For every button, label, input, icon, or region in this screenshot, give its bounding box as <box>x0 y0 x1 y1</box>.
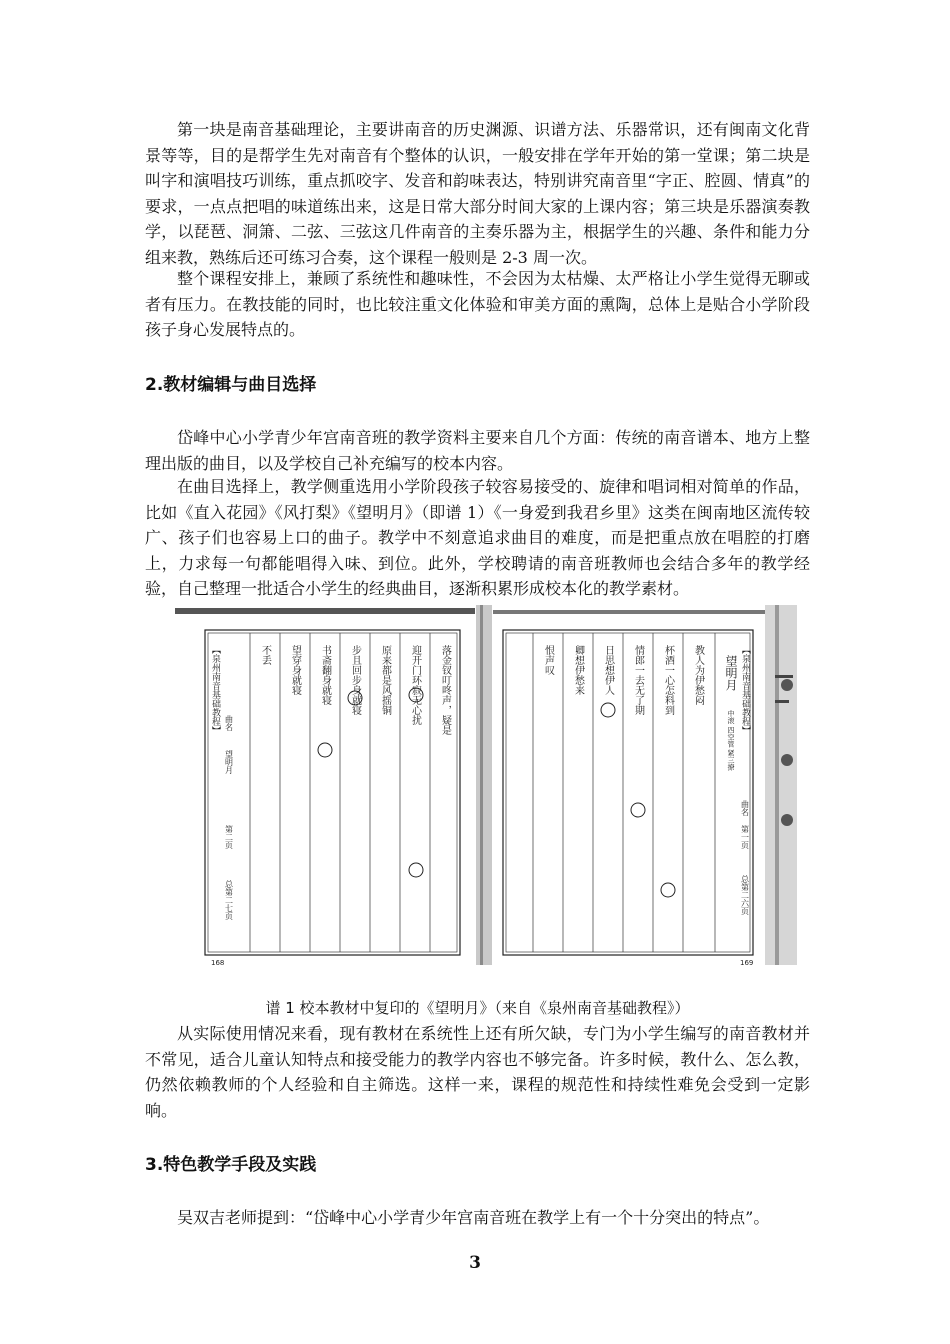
score-column: 步且回步身就寝 <box>349 645 361 715</box>
score-column: 落金钗叮咚声，疑是 <box>439 645 451 735</box>
section-heading-materials: 2.教材编辑与曲目选择 <box>145 375 317 395</box>
right-page-number: 169 <box>740 959 754 967</box>
score-column: 卿想伊愁来 <box>572 645 584 695</box>
left-page-total-label: 总第二七页 <box>224 880 234 920</box>
paragraph-course-summary: 整个课程安排上，兼顾了系统性和趣味性，不会因为太枯燥、太严格让小学生觉得无聊或者有压力。在教技能的同时，也比较注重文化体验和审美方面的熏陶，总体上是贴合小学阶段孩子身心发展特点的。 <box>145 269 810 339</box>
right-page-song-label: 曲名 <box>740 800 750 816</box>
section-heading-teaching-methods: 3.特色教学手段及实践 <box>145 1155 317 1175</box>
score-column: 杯酒一心怎料到 <box>662 645 674 715</box>
score-column: 望穿身就寝 <box>289 645 301 695</box>
left-page-number: 168 <box>211 959 225 967</box>
left-page-song-label: 曲名 <box>224 715 234 731</box>
right-page-header: 【泉州南音基础教程】 <box>740 645 750 735</box>
paragraph-course-blocks: 第一块是南音基础理论，主要讲南音的历史渊源、识谱方法、乐器常识，还有闽南文化背景等等，目的是帮学生先对南音有个整体的认识，一般安排在学年开始的第一堂课；第二块是叫字和演唱技巧训练，重点抓咬字、发音和韵味表达，特别讲究南音里“字正、腔圆、情真”的要求，一点点把唱的味道练出来，这是日常大部分时间大家的上课内容；第三块是乐器演奏教学，以琵琶、洞箫、二弦、三弦这几件南音的主奏乐器为主，根据学生的兴趣、条件和能力分组来教，熟练后还可练习合奏，这个课程一般则是 2-3 周一次。 <box>145 120 810 267</box>
right-page-meta: 中滚 四空管 紧三撩 <box>727 710 735 771</box>
page-number: 3 <box>469 1253 481 1273</box>
score-column: 不丢 <box>259 645 271 665</box>
left-page-header: 【泉州南音基础教程】 <box>210 645 220 735</box>
figure-caption: 谱 1 校本教材中复印的《望明月》（来自《泉州南音基础教程》） <box>265 999 690 1017</box>
right-page-song-title: 望明月 <box>724 655 738 691</box>
binding-clip-icon <box>781 754 793 766</box>
score-column: 原来都是风摇铜 <box>379 645 391 715</box>
left-page-song-title: 望明月 <box>224 750 234 774</box>
book-spine <box>476 605 492 965</box>
score-figure <box>175 600 800 970</box>
score-column: 日思想伊人 <box>602 645 614 695</box>
right-page-top-edge <box>493 610 783 614</box>
binding-clip-icon <box>781 679 793 691</box>
score-column: 书斋翻身就寝 <box>319 645 331 705</box>
score-column: 情郎一去无了期 <box>632 645 644 715</box>
paragraph-material-sources: 岱峰中心小学青少年宫南音班的教学资料主要来自几个方面：传统的南音谱本、地方上整理出版的曲目，以及学校自己补充编写的校本内容。 <box>145 428 810 473</box>
book-right-edge <box>765 605 797 965</box>
paragraph-repertoire: 在曲目选择上，教学侧重选用小学阶段孩子较容易接受的、旋律和唱词相对简单的作品，比如《直入花园》《风打梨》《望明月》（即谱 1）《一身爱到我君乡里》这类在闽南地区流传较广、孩子们也容易上口的曲子。教学中不刻意追求曲目的难度，而是把重点放在唱腔的打磨上，力求每一句都能唱得入味、到位。此外，学校聘请的南音班教师也会结合多年的教学经验，自己整理一批适合小学生的经典曲目，逐渐积累形成校本化的教学素材。 <box>145 477 810 598</box>
left-page-top-edge <box>175 608 475 614</box>
score-column: 迎开门环寂无心扰 <box>409 645 421 725</box>
paragraph-material-assessment: 从实际使用情况来看，现有教材在系统性上还有所欠缺，专门为小学生编写的南音教材并不常见，适合儿童认知特点和接受能力的教学内容也不够完备。许多时候，教什么、怎么教，仍然依赖教师的个人经验和自主筛选。这样一来，课程的规范性和持续性难免会受到一定影响。 <box>145 1024 810 1120</box>
right-page-total-label: 总第二六页 <box>740 875 750 915</box>
score-column: 恨声叹 <box>542 645 554 675</box>
right-page-page-label: 第一页 <box>740 825 750 849</box>
paragraph-teacher-quote: 吴双吉老师提到：“岱峰中心小学青少年宫南音班在教学上有一个十分突出的特点”。 <box>177 1208 770 1227</box>
binding-clip-icon <box>781 814 793 826</box>
score-column: 教人为伊愁闷 <box>692 645 704 705</box>
left-page-page-label: 第二页 <box>224 825 234 849</box>
